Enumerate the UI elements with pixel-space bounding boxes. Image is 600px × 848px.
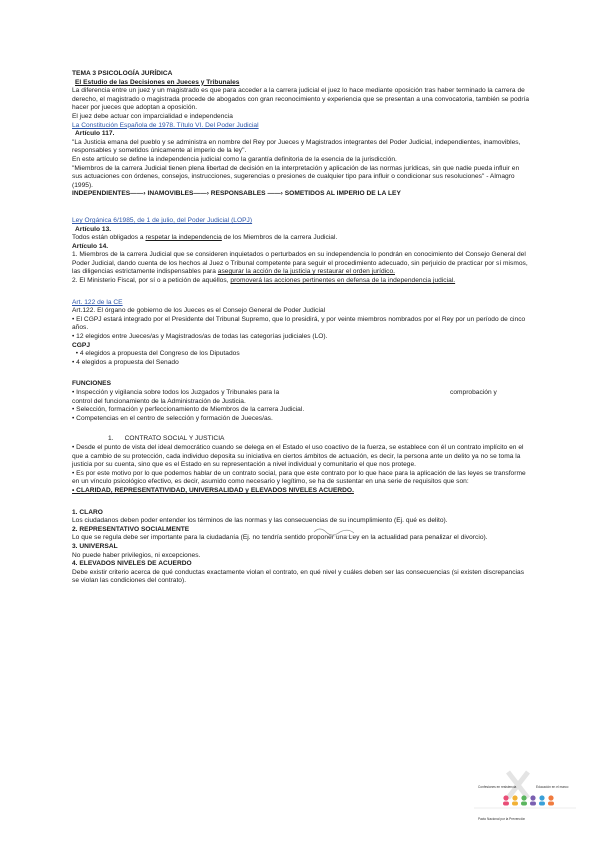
pacto-nacional-logo <box>470 768 580 838</box>
funciones-item-1-side: comprobación y <box>450 389 497 396</box>
art117-label: Artículo 117. <box>75 130 115 138</box>
doc-subtitle: El Estudio de las Decisiones en Jueces y Tribunales <box>75 78 240 86</box>
art14-point-1: 1. Miembros de la carrera Judicial que se consideren inquietados o perturbados en su independencia lo pondrán en conocimiento del Consejo General del Poder Judicial, dando cuenta de los hechos al Juez o Tribunal competente para seguir el procedimiento adecuado, sin perjuicio de practicar por sí mismos, las diligencias estrictamente indispensables para asegurar la acción de la justicia y restaurar el orden jurídico. <box>72 251 528 276</box>
cgpj-item-3: • 4 elegidos a propuesta del Congreso de los Diputados <box>72 350 240 358</box>
funciones-item-3: • Competencias en el centro de selección y formación de Jueces/as. <box>72 414 273 422</box>
contrato-requisitos: • CLARIDAD, REPRESENTATIVIDAD, UNIVERSALIDAD y ELEVADOS NIVELES ACUERDO. <box>72 486 354 494</box>
art14-point-2: 2. El Ministerio Fiscal, por sí o a petición de aquéllos, promoverá las acciones pertinentes en defensa de la independencia judicial. <box>72 277 456 285</box>
logo-dot-head <box>539 795 544 800</box>
art117-quote: "Miembros de la carrera Judicial tienen plena libertad de decisión en la interpretación y aplicación de las normas jurídicas, sin que nadie pueda influir en sus actuaciones con órdenes, consejos, instrucciones, sugerencias o presiones de cualquier tipo para influir o condicionar sus resoluciones" - Almagro (1995). <box>72 164 520 189</box>
logo-dot-head <box>503 795 508 800</box>
contrato-paragraph-1: • Desde el punto de vista del ideal democrático cuando se delega en el Estado el uso coactivo de la fuerza, se establece con él un contrato implícito en el que a cambio de su protección, cada individuo deposita su iniciativa en ciertos ámbitos de actuación, es decir, la persona ante un delito ya no se toma la justicia por su cuenta, sino que es el Estado en su representación a nivel individual y comunitario el que nos protege. <box>72 443 524 469</box>
logo-dot-body <box>503 802 509 806</box>
document-page <box>72 70 530 586</box>
lopj-link[interactable]: Ley Orgánica 6/1985, de 1 de julio, del Poder Judicial (LOPJ) <box>72 216 253 224</box>
req3-title: 3. UNIVERSAL <box>72 542 118 550</box>
logo-dot-body <box>512 802 518 806</box>
art14-label: Artículo 14. <box>72 242 109 250</box>
logo-dot-head <box>521 795 526 800</box>
logo-dot-head <box>530 795 535 800</box>
funciones-item-1b: control del funcionamiento de la Administración de Justicia. <box>72 397 246 405</box>
art13-text: Todos están obligados a respetar la independencia de los Miembros de la carrera Judicial. <box>72 234 338 242</box>
doc-title: TEMA 3 PSICOLOGÍA JURÍDICA <box>72 70 173 77</box>
cgpj-item-2: • 12 elegidos entre Jueces/as y Magistrados/as de todas las categorías judiciales (LO). <box>72 333 328 341</box>
cgpj-item-4: • 4 elegidos a propuesta del Senado <box>72 358 179 366</box>
art122-text: Art.122. El órgano de gobierno de los Jueces es el Consejo General de Poder Judicial <box>72 307 326 315</box>
logo-dot-body <box>548 802 554 806</box>
independientes-line: INDEPENDIENTES——› INAMOVIBLES——› RESPONSABLES ——› SOMETIDOS AL IMPERIO DE LA LEY <box>72 190 401 198</box>
logo-text-right: Educación en el marco <box>536 785 569 789</box>
intro-line-2: El juez debe actuar con imparcialidad e independencia <box>72 112 233 120</box>
req2-title: 2. REPRESENTATIVO SOCIALMENTE <box>72 525 190 533</box>
logo-dot-body <box>530 802 536 806</box>
logo-dot-body <box>539 802 545 806</box>
logo-text-bottom: Pacto Nacional por la Prevención <box>478 817 526 821</box>
req4-text: Debe existir criterio acerca de qué conductas exactamente violan el contrato, en qué nivel y cuáles deben ser las consecuencias (si existen discrepancias se violan las condiciones del contrato). <box>72 568 525 585</box>
req1-text: Los ciudadanos deben poder entender los términos de las normas y las consecuencias de su incumplimiento (Ej. qué es delito). <box>72 517 448 525</box>
req1-title: 1. CLARO <box>72 508 103 516</box>
art117-definition: En este artículo se define la independencia judicial como la garantía definitoria de la esencia de la jurisdicción. <box>72 155 397 163</box>
art13-label: Artículo 13. <box>75 225 112 233</box>
cgpj-item-1: • El CGPJ estará integrado por el Presidente del Tribunal Supremo, que lo presidirá, y por veinte miembros nombrados por el Rey por un período de cinco años. <box>72 315 526 332</box>
cgpj-label: CGPJ <box>72 341 91 349</box>
contrato-paragraph-2: • Es por este motivo por lo que podemos hablar de un contrato social, para que este contrato por lo que hace para la aplicación de las leyes se transforme en un vínculo psicológico efectivo, es decir, asumido como necesario y legítimo, se ha de sustentar en una serie de requisitos que son: <box>72 469 526 486</box>
req3-text: No puede haber privilegios, ni excepciones. <box>72 551 201 559</box>
art122-link[interactable]: Art. 122 de la CE <box>72 298 123 306</box>
art117-text: "La Justicia emana del pueblo y se administra en nombre del Rey por Jueces y Magistrados integrantes del Poder Judicial, independientes, inamovibles, responsables y sometidos únicamente al imperio de la ley". <box>72 138 521 155</box>
logo-text-left: Confesiones en resistencia <box>478 785 517 789</box>
req2-text: Lo que se regula debe ser importante para la ciudadanía (Ej. no tendría sentido proponer una Ley en la actualidad para penalizar el divorcio). <box>72 534 488 542</box>
logo-dot-head <box>512 795 517 800</box>
contrato-title: 1. CONTRATO SOCIAL Y JUSTICIA <box>108 435 225 443</box>
req4-title: 4. ELEVADOS NIVELES DE ACUERDO <box>72 560 192 568</box>
logo-dot-body <box>521 802 527 806</box>
constitucion-link[interactable]: La Constitución Española de 1978. Título VI. Del Poder Judicial <box>72 121 259 129</box>
funciones-item-2: • Selección, formación y perfeccionamiento de Miembros de la carrera Judicial. <box>72 406 305 414</box>
funciones-item-1: • Inspección y vigilancia sobre todos los Juzgados y Tribunales para la comprobación y <box>72 389 497 396</box>
intro-paragraph: La diferencia entre un juez y un magistrado es que para acceder a la carrera judicial el juez lo hace mediante oposición tras haber terminado la carrera de derecho, el magistrado o magistrada procede de abogados con gran reconocimiento y experiencia que se presentan a una convocatoria, también se podría hacer por jueces que adoptan a oposición. <box>72 87 530 112</box>
funciones-label: FUNCIONES <box>72 380 112 388</box>
logo-dot-head <box>548 795 553 800</box>
scribble-mark-icon <box>310 520 380 540</box>
